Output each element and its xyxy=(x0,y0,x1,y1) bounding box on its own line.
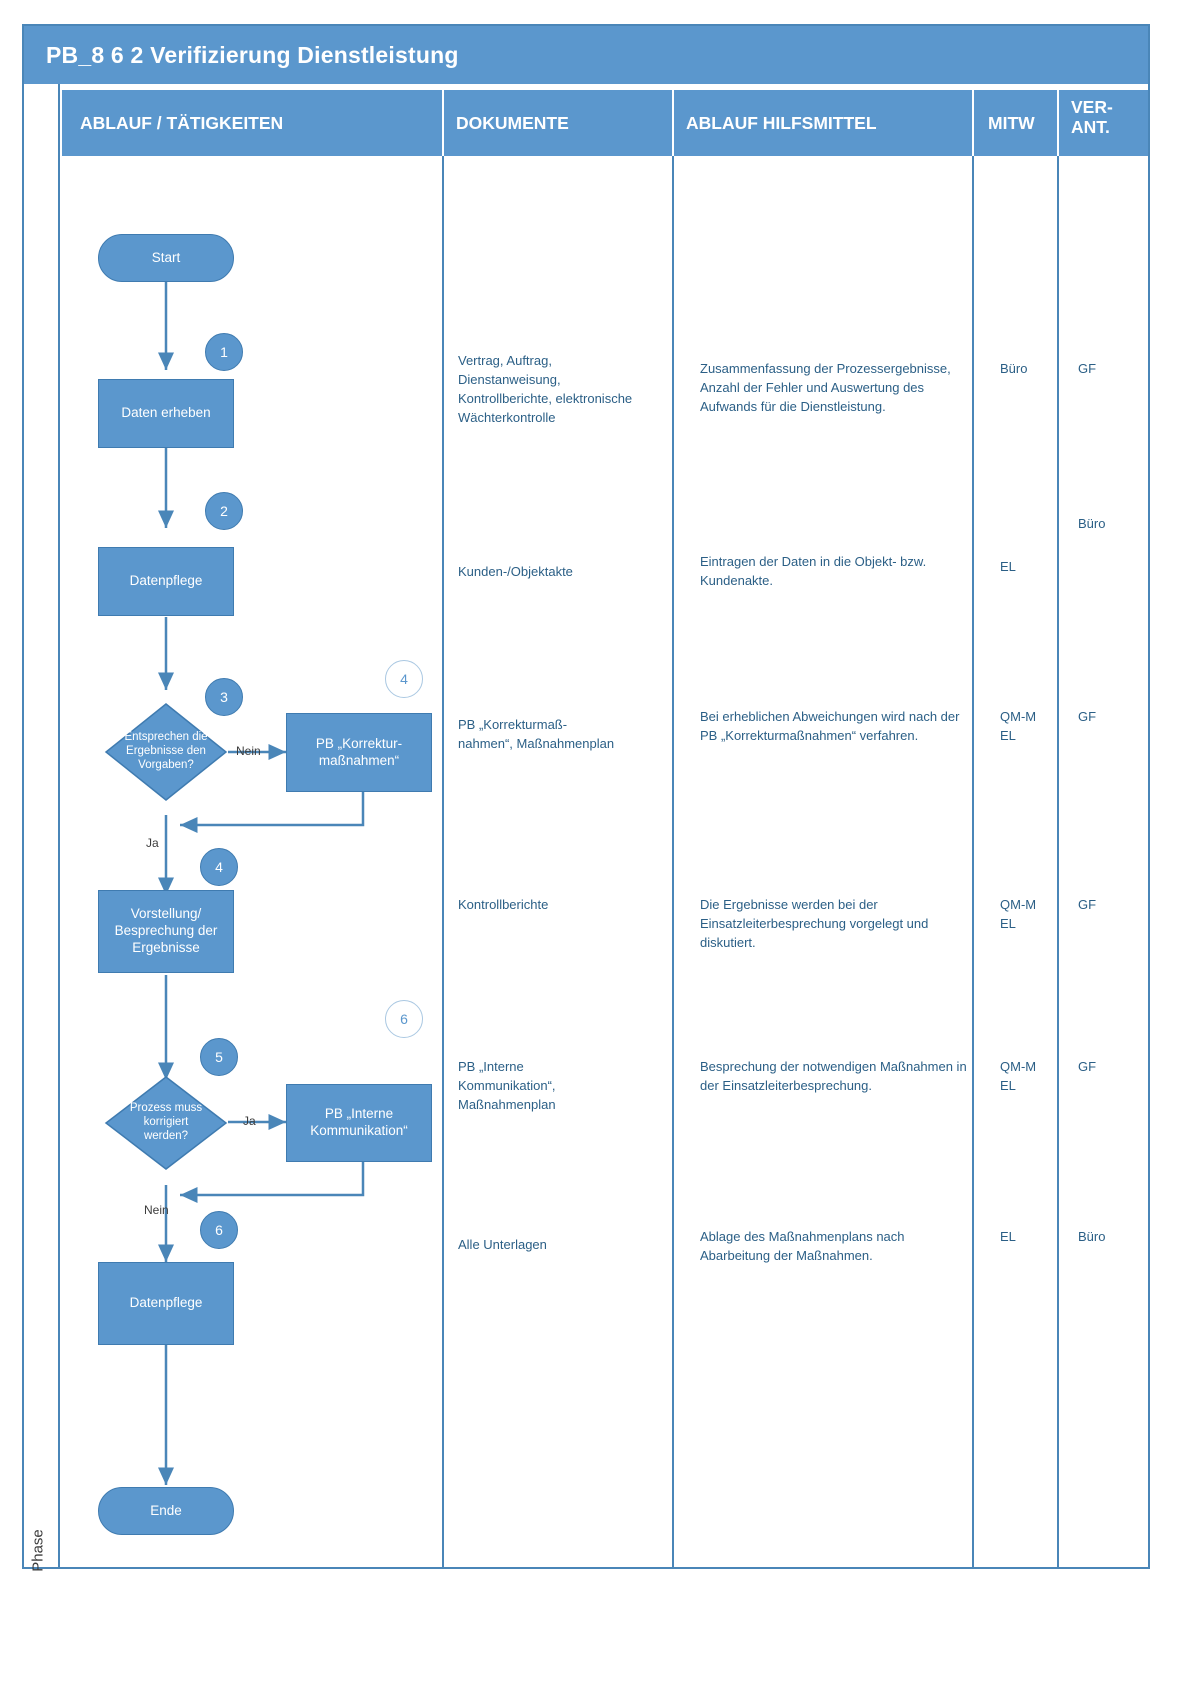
cell-verant-1: GF xyxy=(1078,361,1097,376)
cell-verant-6: Büro xyxy=(1078,1229,1106,1244)
cell-hilfsmittel-6: Ablage des Maßnahmenplans nach Abarbeitung der Maßnahmen. xyxy=(700,1229,905,1263)
cell-dokumente-4: Kontrollberichte xyxy=(458,897,549,912)
flow-node-label: PB „Interne Kommunikation“ xyxy=(310,1106,408,1138)
cell-mitw-3: QM-M EL xyxy=(1000,709,1037,743)
cell-dokumente-3: PB „Korrekturmaß- nahmen“, Maßnahmenplan xyxy=(458,717,615,751)
step-badge-2: 2 xyxy=(205,492,243,530)
column-separator-1 xyxy=(442,156,444,1567)
flow-start-label: Start xyxy=(151,249,181,265)
cell-dokumente-5: PB „Interne Kommunikation“, Maßnahmenplan xyxy=(458,1059,556,1112)
cell-dokumente-6: Alle Unterlagen xyxy=(458,1237,547,1252)
cell-hilfsmittel-5: Besprechung der notwendigen Maßnahmen in der Einsatzleiterbesprechung. xyxy=(700,1059,967,1093)
flow-node-datenpflege-1[interactable] xyxy=(98,547,234,616)
flow-node-datenpflege-2[interactable] xyxy=(98,1262,234,1345)
title-bar xyxy=(24,26,1148,84)
step-badge-6-side: 6 xyxy=(385,1000,423,1038)
flow-node-label: Daten erheben xyxy=(121,405,211,421)
cell-dokumente-1: Vertrag, Auftrag, Dienstanweisung, Kontrollberichte, elektronische Wächterkontrolle xyxy=(458,353,633,425)
flow-node-pb-interne-kommunikation[interactable] xyxy=(286,1084,432,1162)
flow-node-pb-korrekturmassnahmen[interactable] xyxy=(286,713,432,792)
connector-label-ja-2: Ja xyxy=(243,1114,256,1128)
flow-node-label: Datenpflege xyxy=(129,573,203,589)
phase-band xyxy=(22,24,60,1572)
flow-node-vorstellung-besprechung[interactable] xyxy=(98,890,234,973)
column-separator-3 xyxy=(972,156,974,1567)
column-header-row xyxy=(62,90,1148,156)
column-header-verant: VER- ANT. xyxy=(1057,90,1148,156)
flow-start-node[interactable] xyxy=(98,234,234,282)
cell-hilfsmittel-1: Zusammenfassung der Prozessergebnisse, Anzahl der Fehler und Auswertung des Aufwands für die Dienstleistung. xyxy=(700,361,951,414)
column-header-ablauf: ABLAUF / TÄTIGKEITEN xyxy=(80,112,284,133)
page-title: PB_8 6 2 Verifizierung Dienstleistung xyxy=(46,41,459,68)
connector-label-ja-1: Ja xyxy=(146,836,159,850)
column-header-mitw: MITW xyxy=(972,90,1057,156)
connector-label-nein-2: Nein xyxy=(144,1203,169,1217)
step-badge-3: 3 xyxy=(205,678,243,716)
column-header-hilfsmittel: ABLAUF HILFSMITTEL xyxy=(672,90,972,156)
column-separator-2 xyxy=(672,156,674,1567)
step-badge-5: 5 xyxy=(200,1038,238,1076)
flow-end-label: Ende xyxy=(150,1502,182,1518)
cell-verant-5: GF xyxy=(1078,1059,1097,1074)
cell-verant-2: Büro xyxy=(1078,516,1106,531)
flow-decision-ergebnisse[interactable] xyxy=(104,702,228,802)
cell-mitw-1: Büro xyxy=(1000,361,1028,376)
flow-node-label: Datenpflege xyxy=(129,1295,203,1311)
cell-verant-4: GF xyxy=(1078,897,1097,912)
cell-mitw-2: EL xyxy=(1000,559,1016,574)
cell-mitw-4: QM-M EL xyxy=(1000,897,1037,931)
flow-decision-label: Entsprechen die Ergebnisse den Vorgaben? xyxy=(124,731,208,771)
cell-mitw-5: QM-M EL xyxy=(1000,1059,1037,1093)
cell-hilfsmittel-3: Bei erheblichen Abweichungen wird nach der PB „Korrekturmaßnahmen“ verfahren. xyxy=(700,709,960,743)
flow-node-label: PB „Korrektur- maßnahmen“ xyxy=(315,735,403,768)
step-badge-1: 1 xyxy=(205,333,243,371)
cell-dokumente-2: Kunden-/Objektakte xyxy=(458,564,573,579)
step-badge-6: 6 xyxy=(200,1211,238,1249)
flow-node-daten-erheben[interactable] xyxy=(98,379,234,448)
cell-hilfsmittel-2: Eintragen der Daten in die Objekt- bzw. Kundenakte. xyxy=(700,554,927,588)
step-badge-4: 4 xyxy=(200,848,238,886)
flow-node-label: Vorstellung/ Besprechung der Ergebnisse xyxy=(114,906,218,955)
phase-label: Phase xyxy=(29,1529,47,1572)
flow-decision-prozess-korrektur[interactable] xyxy=(104,1075,228,1171)
flow-end-node[interactable] xyxy=(98,1487,234,1535)
cell-verant-3: GF xyxy=(1078,709,1097,724)
cell-hilfsmittel-4: Die Ergebnisse werden bei der Einsatzleiterbesprechung vorgelegt und diskutiert. xyxy=(700,897,929,950)
connector-label-nein-1: Nein xyxy=(236,744,261,758)
column-header-dokumente: DOKUMENTE xyxy=(442,90,672,156)
flow-decision-label: Prozess muss korrigiert werden? xyxy=(129,1102,203,1142)
cell-mitw-6: EL xyxy=(1000,1229,1016,1244)
step-badge-4-side: 4 xyxy=(385,660,423,698)
